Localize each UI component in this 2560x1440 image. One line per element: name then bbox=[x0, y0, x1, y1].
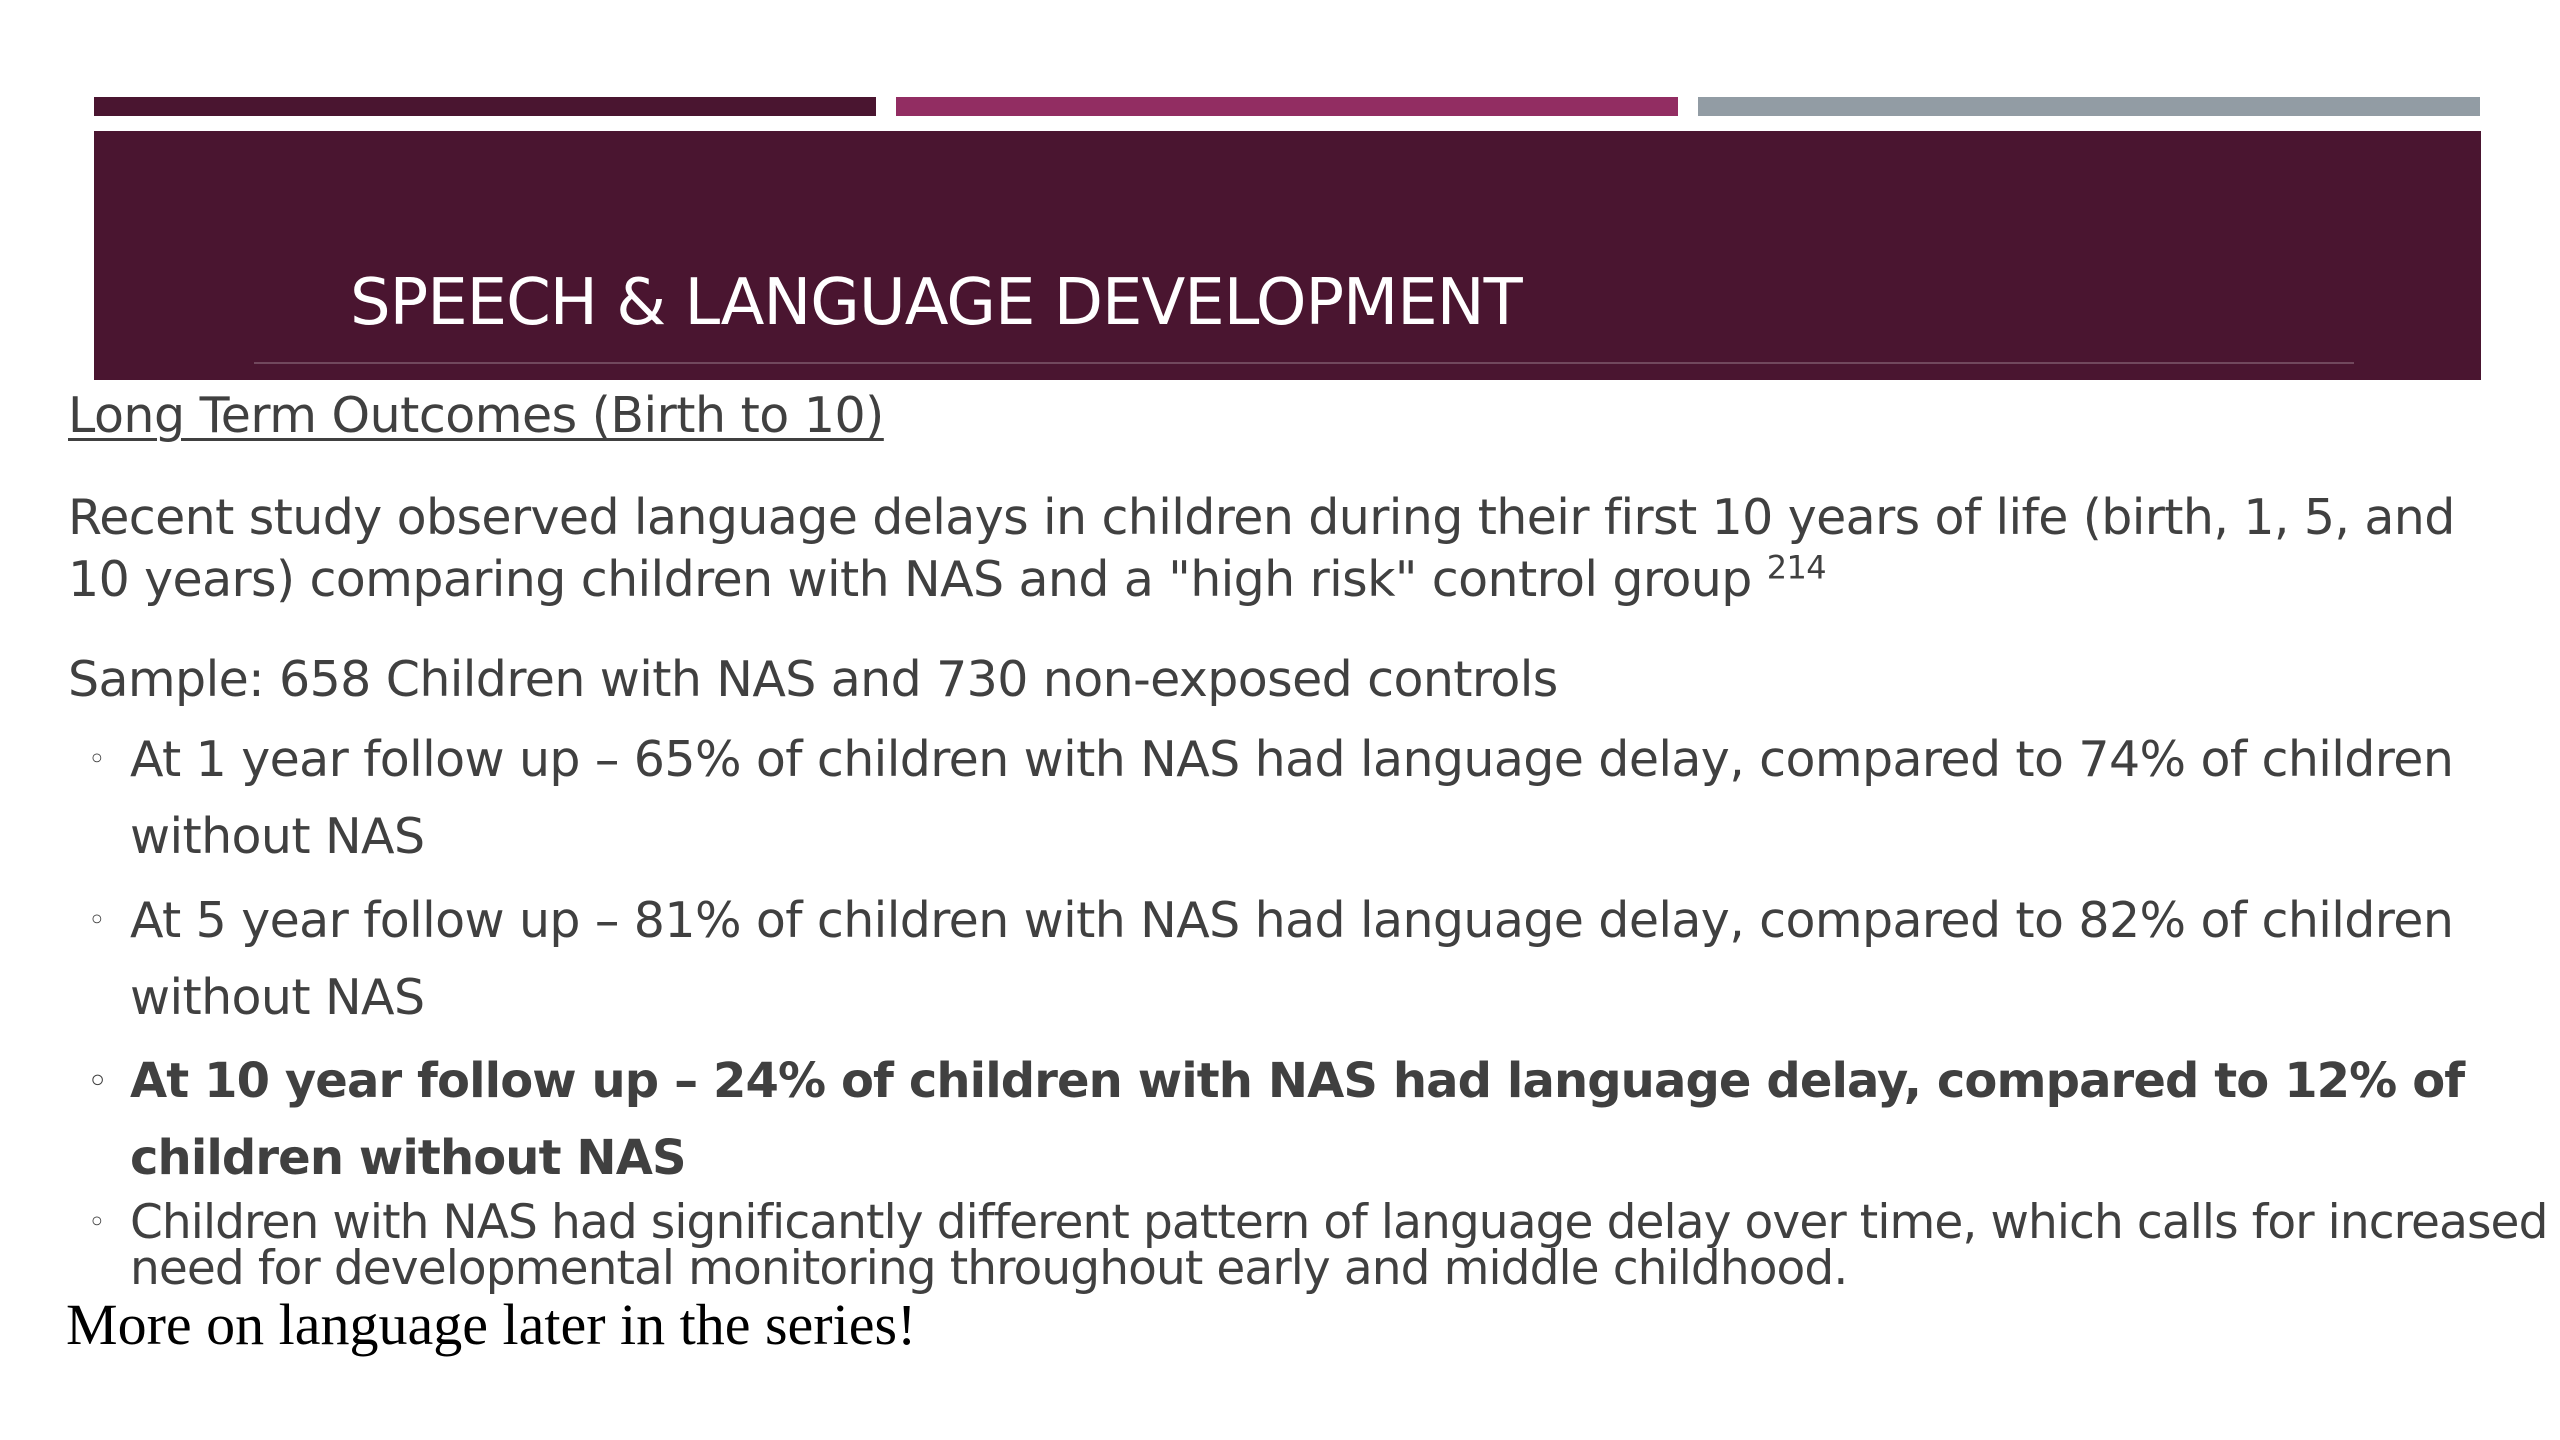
bullet-circle-icon: ◦ bbox=[88, 903, 106, 938]
closing-note: More on language later in the series! bbox=[66, 1292, 917, 1357]
bullet-item bbox=[68, 882, 2508, 1036]
title-divider bbox=[254, 362, 2354, 364]
intro-paragraph bbox=[68, 487, 2508, 611]
bullet-item bbox=[68, 721, 2508, 875]
bullet-circle-icon: ◦ bbox=[88, 742, 106, 777]
bullet-text: Children with NAS had significantly different pattern of language delay over time, which calls for increased need for developmental monitoring throughout early and middle childhood. bbox=[130, 1195, 2548, 1296]
title-band bbox=[94, 131, 2481, 380]
bullet-circle-icon: ◦ bbox=[88, 1205, 105, 1240]
bullet-text: At 10 year follow up – 24% of children with NAS had language delay, compared to 12% of children without NAS bbox=[130, 1053, 2465, 1186]
accent-bar-gray bbox=[1698, 97, 2480, 116]
bullet-item-highlight bbox=[68, 1043, 2508, 1197]
sample-paragraph: Sample: 658 Children with NAS and 730 non-exposed controls bbox=[68, 651, 1558, 708]
outcome-bullet-list bbox=[68, 721, 2548, 1296]
section-subheading: Long Term Outcomes (Birth to 10) bbox=[68, 387, 884, 444]
bullet-text: At 5 year follow up – 81% of children with NAS had language delay, compared to 82% of children without NAS bbox=[130, 892, 2454, 1026]
bullet-item bbox=[68, 1195, 2548, 1296]
accent-bar-dark bbox=[94, 97, 876, 116]
accent-bar-magenta bbox=[896, 97, 1678, 116]
bullet-circle-icon: ◦ bbox=[88, 1064, 107, 1099]
intro-text: Recent study observed language delays in children during their first 10 years of life (birth, 1, 5, and 10 years) comparing children with NAS and a "high risk" control group bbox=[68, 489, 2455, 608]
bullet-text: At 1 year follow up – 65% of children with NAS had language delay, compared to 74% of children without NAS bbox=[130, 731, 2454, 865]
slide-title: SPEECH & LANGUAGE DEVELOPMENT bbox=[350, 266, 1522, 340]
citation-superscript: 214 bbox=[1766, 548, 1826, 587]
slide-content bbox=[68, 385, 2548, 1299]
